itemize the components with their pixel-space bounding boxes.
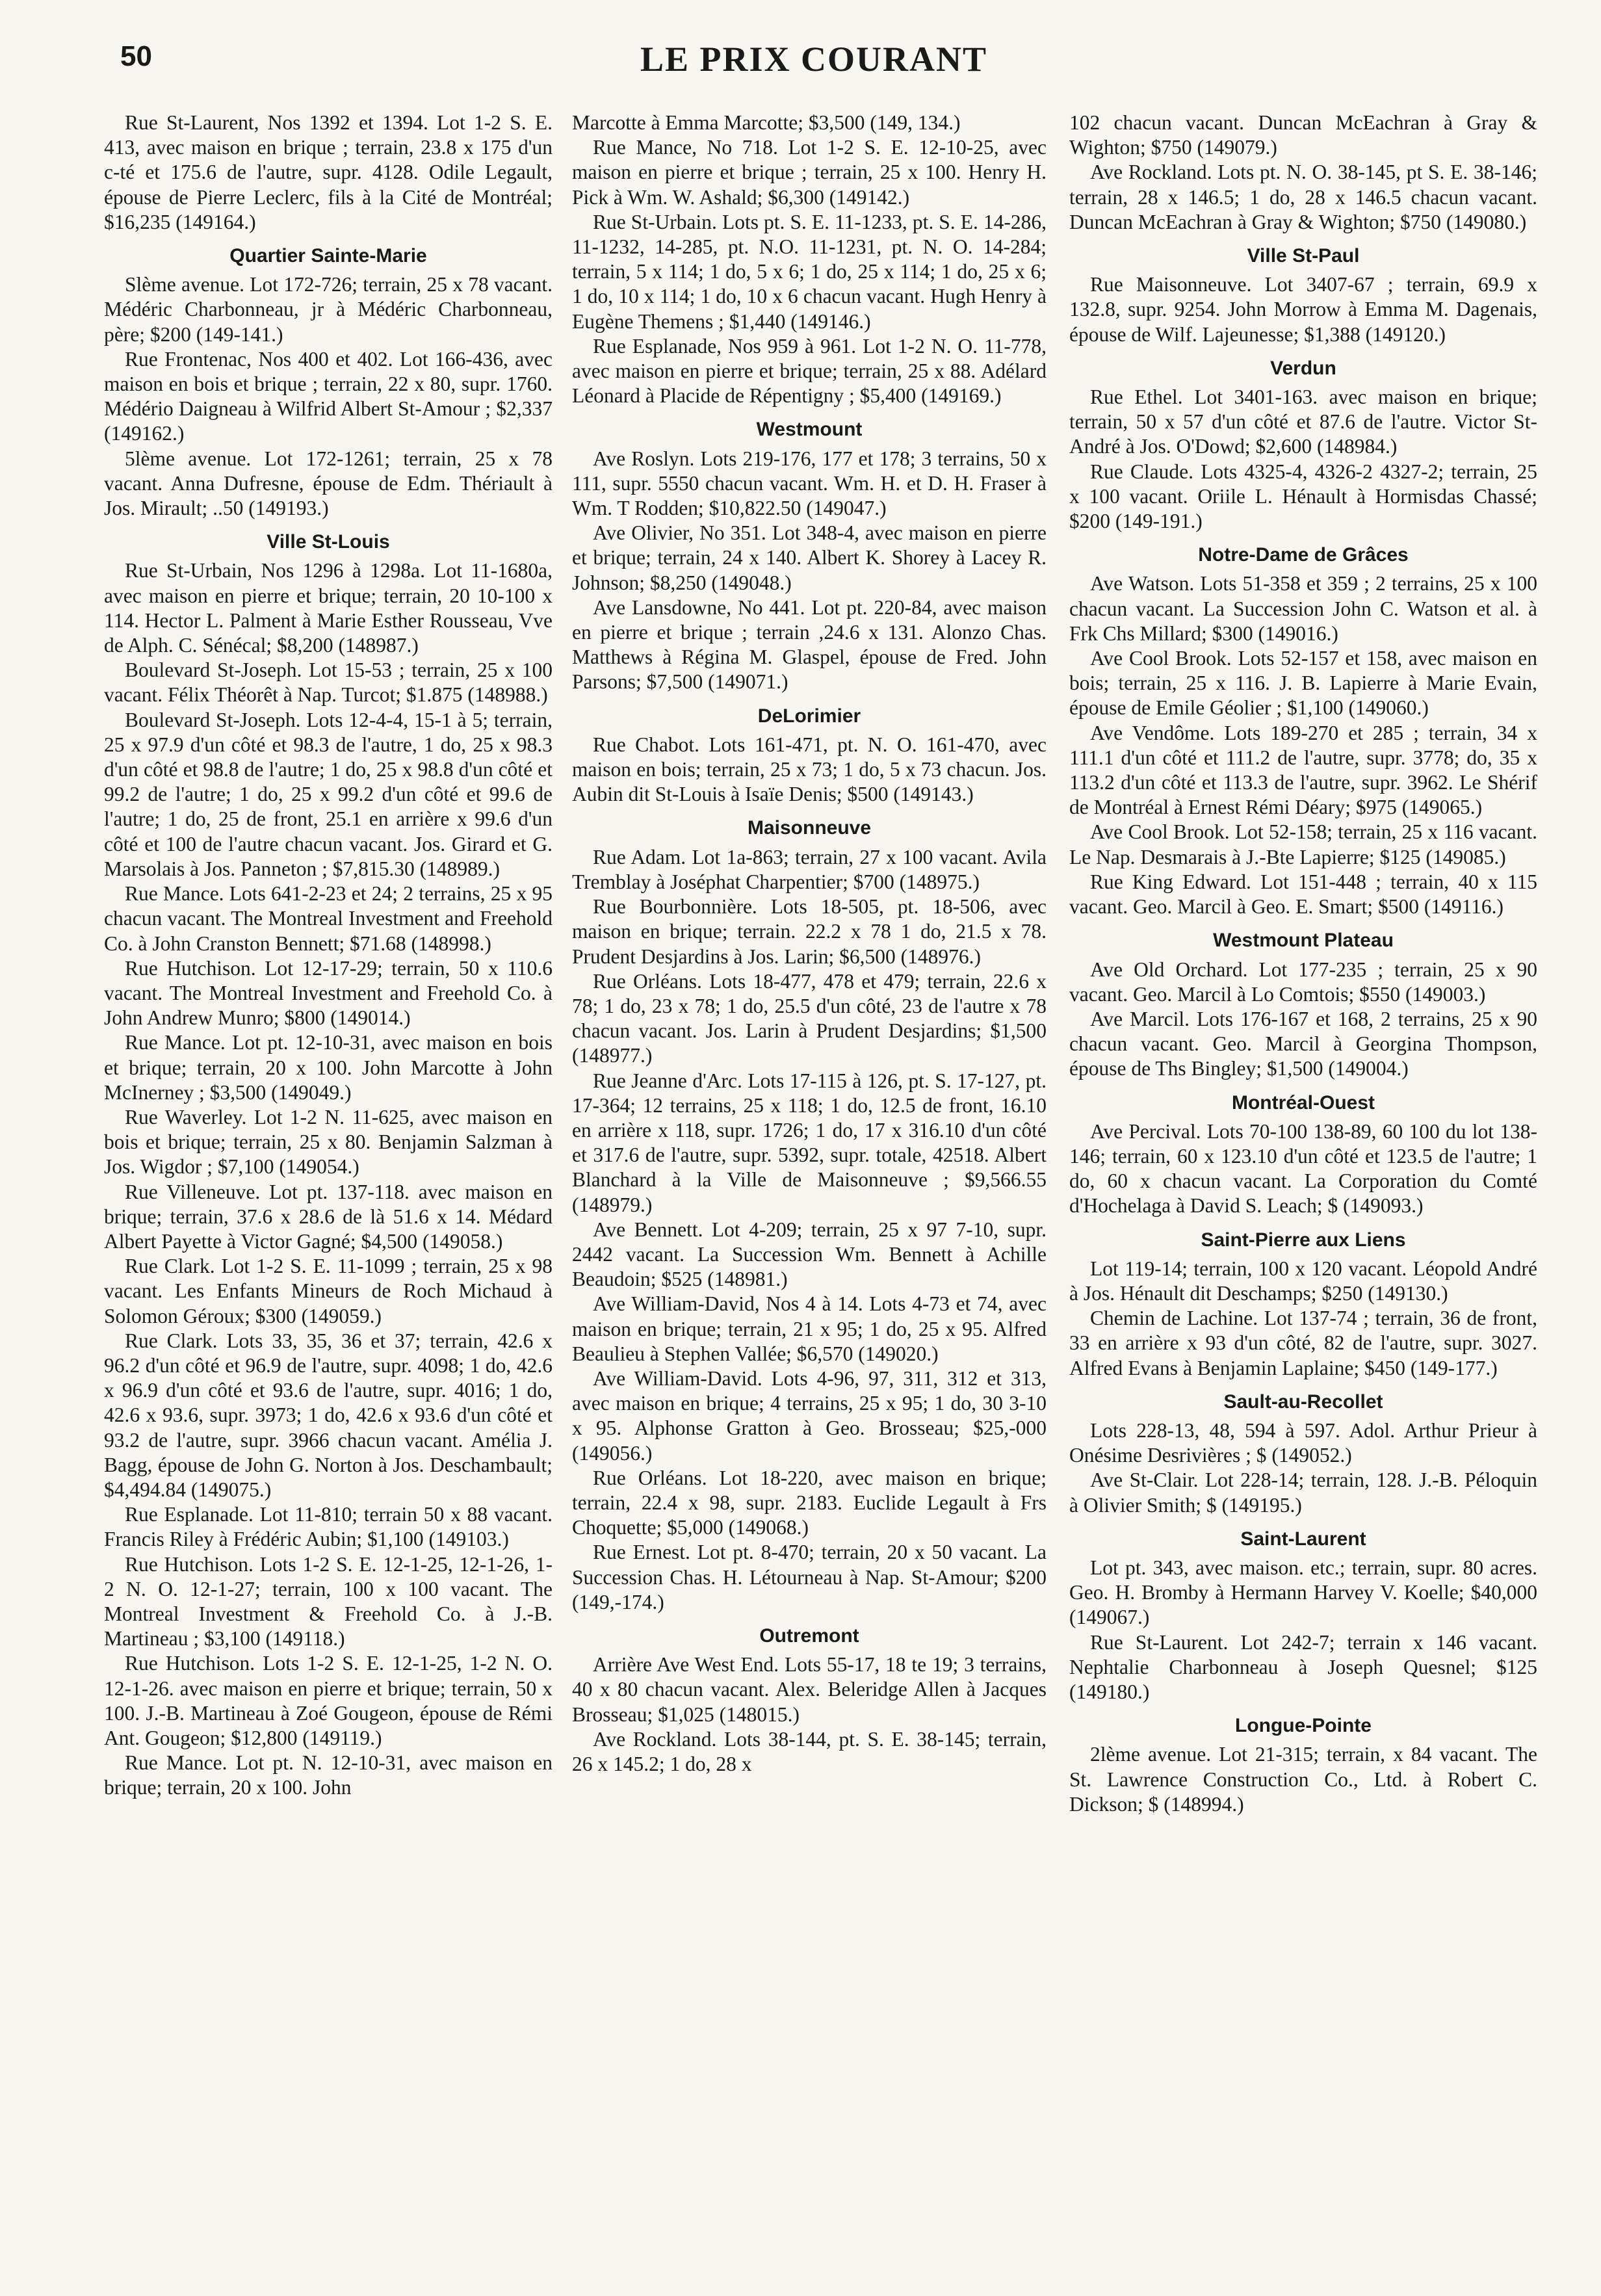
- listing-entry: 2lème avenue. Lot 21-315; terrain, x 84 vacant. The St. Lawrence Construction Co., Ltd. à Robert C. Dickson; $ (148994.): [1069, 1743, 1537, 1816]
- listing-entry: Rue St-Urbain. Lots pt. S. E. 11-1233, pt. S. E. 14-286, 11-1232, 14-285, pt. N.O. 11-1231, pt. N. O. 14-284; terrain, 5 x 114; 1 do, 5 x 6; 1 do, 25 x 114; 1 do, 25 x 6; 1 do, 10 x 114; 1 do, 10 x 6 chacun vacant. Hugh Henry à Eugène Themens ; $1,440 (149146.): [572, 210, 1047, 333]
- listing-entry: Rue Orléans. Lot 18-220, avec maison en brique; terrain, 22.4 x 98, supr. 2183. Euclide Legault à Frs Choquette; $5,000 (149068.): [572, 1466, 1047, 1539]
- listing-entry: Lot 119-14; terrain, 100 x 120 vacant. Léopold André à Jos. Hénault dit Deschamps; $250 (149130.): [1069, 1257, 1537, 1305]
- listing-entry: Rue Esplanade. Lot 11-810; terrain 50 x 88 vacant. Francis Riley à Frédéric Aubin; $1,100 (149103.): [104, 1503, 553, 1551]
- listing-entry: Ave Rockland. Lots pt. N. O. 38-145, pt S. E. 38-146; terrain, 28 x 146.5; 1 do, 28 x 146.5 chacun vacant. Duncan McEachran à Gray & Wighton; $750 (149080.): [1069, 161, 1537, 233]
- listing-entry: Rue Mance. Lot pt. 12-10-31, avec maison en bois et brique; terrain, 20 x 100. John Marcotte à John McInerney ; $3,500 (149049.): [104, 1031, 553, 1104]
- listing-entry: Rue Clark. Lots 33, 35, 36 et 37; terrain, 42.6 x 96.2 d'un côté et 96.9 de l'autre, supr. 4098; 1 do, 42.6 x 96.9 d'un côté et 93.6 de l'autre, supr. 4016; 1 do, 42.6 x 93.6, supr. 3973; 1 do, 42.6 x 93.6 d'un côté et 93.2 de l'autre, supr. 3966 chacun vacant. Amélia J. Bagg, épouse de John G. Norton à Jos. Deschambault; $4,494.84 (149075.): [104, 1329, 553, 1501]
- section-heading: Ville St-Paul: [1247, 245, 1360, 267]
- listing-entry: Ave Percival. Lots 70-100 138-89, 60 100 du lot 138-146; terrain, 60 x 123.10 d'un côté et 123.5 de l'autre; 1 do, 60 x chacun vacant. La Corporation du Comté d'Hochelaga à David S. Leach; $ (149093.): [1069, 1119, 1537, 1218]
- listing-entry: Rue Ethel. Lot 3401-163. avec maison en brique; terrain, 50 x 57 d'un côté et 87.6 de l'autre. Victor St-André à Jos. O'Dowd; $2,600 (148984.): [1069, 385, 1537, 458]
- section-heading: Maisonneuve: [747, 817, 872, 839]
- page-number: 50: [120, 40, 152, 72]
- section-heading: Ville St-Louis: [267, 531, 390, 553]
- page-header: [0, 0, 1601, 91]
- listing-entry: Ave William-David. Lots 4-96, 97, 311, 312 et 313, avec maison en brique; 4 terrains, 25 x 95; 1 do, 30 3-10 x 95. Alphonse Gratton à Geo. Brosseau; $25,-000 (149056.): [572, 1366, 1047, 1465]
- listing-entry: Ave Rockland. Lots 38-144, pt. S. E. 38-145; terrain, 26 x 145.2; 1 do, 28 x: [572, 1727, 1047, 1775]
- listing-entry: Ave Cool Brook. Lot 52-158; terrain, 25 x 116 vacant. Le Nap. Desmarais à J.-Bte Lapierre; $125 (149085.): [1069, 820, 1537, 868]
- listing-entry: Rue Claude. Lots 4325-4, 4326-2 4327-2; terrain, 25 x 100 vacant. Oriile L. Hénault à Hormisdas Chassé; $200 (149-191.): [1069, 460, 1537, 533]
- listing-entry: Rue St-Laurent, Nos 1392 et 1394. Lot 1-2 S. E. 413, avec maison en brique ; terrain, 23.8 x 175 d'un c-té et 175.6 de l'autre, supr. 4128. Odile Legault, épouse de Pierre Leclerc, fils à la Cité de Montréal; $16,235 (149164.): [104, 111, 553, 233]
- listing-entry: Arrière Ave West End. Lots 55-17, 18 te 19; 3 terrains, 40 x 80 chacun vacant. Alex. Beleridge Allen à Jacques Brosseau; $1,025 (148015.): [572, 1653, 1047, 1726]
- listing-entry: Rue Hutchison. Lots 1-2 S. E. 12-1-25, 1-2 N. O. 12-1-26. avec maison en pierre et brique; terrain, 50 x 100. J.-B. Martineau à Zoé Gougeon, épouse de Rémi Ant. Gougeon; $12,800 (149119.): [104, 1652, 553, 1749]
- section-heading: Verdun: [1270, 357, 1336, 379]
- listing-entry: Slème avenue. Lot 172-726; terrain, 25 x 78 vacant. Médéric Charbonneau, jr à Médéric Charbonneau, père; $200 (149-141.): [104, 273, 553, 346]
- section-heading: Outremont: [759, 1624, 859, 1647]
- listing-entry: Rue Jeanne d'Arc. Lots 17-115 à 126, pt. S. 17-127, pt. 17-364; 12 terrains, 25 x 118; 1 do, 12.5 de front, 16.10 en arrière x 118, supr. 1726; 1 do, 17 x 316.10 d'un côté et 317.6 de l'autre, supr. 5392, supr. totale, 42518. Albert Blanchard à la Ville de Maisonneuve ; $9,566.55 (148979.): [572, 1069, 1047, 1216]
- listing-entry: Ave Roslyn. Lots 219-176, 177 et 178; 3 terrains, 50 x 111, supr. 5550 chacun vacant. Wm. H. et D. H. Fraser à Wm. T Rodden; $10,822.50 (149047.): [572, 447, 1047, 520]
- listing-entry: Rue Esplanade, Nos 959 à 961. Lot 1-2 N. O. 11-778, avec maison en pierre et brique; terrain, 25 x 88. Adélard Léonard à Placide de Répentigny ; $5,400 (149169.): [572, 334, 1047, 408]
- listing-entry: Boulevard St-Joseph. Lots 12-4-4, 15-1 à 5; terrain, 25 x 97.9 d'un côté et 98.3 de l'autre, 1 do, 25 x 98.3 d'un côté et 98.8 de l'autre; 1 do, 25 x 98.8 d'un côté et 99.2 de l'autre; 1 do, 25 x 99.2 d'un côté et 99.6 de l'autre; 1 do, 25 de front, 25.1 en arrière x 99.6 d'un côté et 100 de l'autre chacun vacant. Jos. Girard et G. Marsolais à Jos. Panneton ; $7,815.30 (148989.): [104, 708, 553, 880]
- listing-entry: Rue Adam. Lot 1a-863; terrain, 27 x 100 vacant. Avila Tremblay à Joséphat Charpentier; $700 (148975.): [572, 845, 1047, 893]
- listing-entry: Rue Hutchison. Lots 1-2 S. E. 12-1-25, 12-1-26, 1-2 N. O. 12-1-27; terrain, 100 x 100 vacant. The Montreal Investment & Freehold Co. à J.-B. Martineau ; $3,100 (149118.): [104, 1552, 553, 1650]
- column-1: [104, 111, 553, 2282]
- section-heading: DeLorimier: [757, 705, 861, 727]
- column-2: [572, 111, 1047, 2282]
- listing-entry: Ave Marcil. Lots 176-167 et 168, 2 terrains, 25 x 90 chacun vacant. Geo. Marcil à Georgina Thompson, épouse de Ths Bingley; $1,500 (149004.): [1069, 1007, 1537, 1080]
- section-heading: Notre-Dame de Grâces: [1198, 544, 1409, 566]
- listing-entry: Ave Bennett. Lot 4-209; terrain, 25 x 97 7-10, supr. 2442 vacant. La Succession Wm. Bennett à Achille Beaudoin; $525 (148981.): [572, 1218, 1047, 1291]
- listing-entry: Rue Mance, No 718. Lot 1-2 S. E. 12-10-25, avec maison en pierre et brique ; terrain, 25 x 100. Henry H. Pick à Wm. W. Ashald; $6,300 (149142.): [572, 136, 1047, 209]
- listing-entry: Marcotte à Emma Marcotte; $3,500 (149, 134.): [572, 111, 961, 134]
- listing-entry: Ave St-Clair. Lot 228-14; terrain, 128. J.-B. Péloquin à Olivier Smith; $ (149195.): [1069, 1468, 1537, 1517]
- listing-entry: Boulevard St-Joseph. Lot 15-53 ; terrain, 25 x 100 vacant. Félix Théorêt à Nap. Turcot; $1.875 (148988.): [104, 659, 553, 707]
- listing-entry: Lot pt. 343, avec maison. etc.; terrain, supr. 80 acres. Geo. H. Bromby à Hermann Harvey V. Koelle; $40,000 (149067.): [1069, 1556, 1537, 1629]
- listing-entry: Rue St-Laurent. Lot 242-7; terrain x 146 vacant. Nephtalie Charbonneau à Joseph Quesnel; $125 (149180.): [1069, 1630, 1537, 1703]
- column-3: [1069, 111, 1537, 2282]
- section-heading: Saint-Laurent: [1240, 1528, 1366, 1550]
- listing-entry: Ave William-David, Nos 4 à 14. Lots 4-73 et 74, avec maison en brique; terrain, 21 x 95; 1 do, 25 x 95. Alfred Beaulieu à Stephen Vallée; $6,570 (149020.): [572, 1292, 1047, 1365]
- listing-entry: Rue Ernest. Lot pt. 8-470; terrain, 20 x 50 vacant. La Succession Chas. H. Létourneau à Nap. St-Amour; $200 (149,-174.): [572, 1541, 1047, 1613]
- section-heading: Westmount Plateau: [1213, 930, 1394, 952]
- section-heading: Quartier Sainte-Marie: [229, 245, 427, 267]
- listing-entry: Chemin de Lachine. Lot 137-74 ; terrain, 36 de front, 33 en arrière x 93 d'un côté, 82 de l'autre, supr. 3027. Alfred Evans à Benjamin Laplaine; $450 (149-177.): [1069, 1307, 1537, 1379]
- listing-entry: Rue Clark. Lot 1-2 S. E. 11-1099 ; terrain, 25 x 98 vacant. Les Enfants Mineurs de Roch Michaud à Solomon Géroux; $300 (149059.): [104, 1255, 553, 1327]
- listing-entry: 5lème avenue. Lot 172-1261; terrain, 25 x 78 vacant. Anna Dufresne, épouse de Edm. Thériault à Jos. Mirault; ..50 (149193.): [104, 447, 553, 520]
- listing-entry: Rue St-Urbain, Nos 1296 à 1298a. Lot 11-1680a, avec maison en pierre et brique; terrain, 20 10-100 x 114. Hector L. Palment à Marie Esther Rousseau, Vve de Alph. C. Sénécal; $8,200 (148987.): [104, 559, 553, 657]
- listing-entry: Ave Lansdowne, No 441. Lot pt. 220-84, avec maison en pierre et brique ; terrain ,24.6 x 131. Alonzo Chas. Matthews à Régina M. Glaspel, épouse de Fred. John Parsons; $7,500 (149071.): [572, 595, 1047, 694]
- section-heading: Westmount: [756, 419, 863, 441]
- listing-entry: Rue Maisonneuve. Lot 3407-67 ; terrain, 69.9 x 132.8, supr. 9254. John Morrow à Emma M. Dagenais, épouse de Wilf. Lajeunesse; $1,388 (149120.): [1069, 273, 1537, 346]
- listing-entry: Ave Watson. Lots 51-358 et 359 ; 2 terrains, 25 x 100 chacun vacant. La Succession John C. Watson et al. à Frk Chs Millard; $300 (149016.): [1069, 572, 1537, 645]
- section-heading: Montréal-Ouest: [1231, 1091, 1375, 1114]
- listing-entry: Ave Old Orchard. Lot 177-235 ; terrain, 25 x 90 vacant. Geo. Marcil à Lo Comtois; $550 (149003.): [1069, 958, 1537, 1006]
- section-heading: Sault-au-Recollet: [1223, 1390, 1383, 1413]
- listing-entry: Rue Mance. Lot pt. N. 12-10-31, avec maison en brique; terrain, 20 x 100. John: [104, 1751, 553, 1799]
- listing-entry: Rue Chabot. Lots 161-471, pt. N. O. 161-470, avec maison en bois; terrain, 25 x 73; 1 do, 5 x 73 chacun. Jos. Aubin dit St-Louis à Isaïe Denis; $500 (149143.): [572, 733, 1047, 806]
- listing-entry: Rue King Edward. Lot 151-448 ; terrain, 40 x 115 vacant. Geo. Marcil à Geo. E. Smart; $500 (149116.): [1069, 870, 1537, 919]
- listing-entry: Ave Cool Brook. Lots 52-157 et 158, avec maison en bois; terrain, 25 x 116. J. B. Lapierre à Marie Evain, épouse de Emile Géolier ; $1,100 (149060.): [1069, 647, 1537, 720]
- running-title: LE PRIX COURANT: [640, 40, 988, 79]
- listing-entry: Ave Olivier, No 351. Lot 348-4, avec maison en pierre et brique; terrain, 24 x 140. Albert K. Shorey à Lacey R. Johnson; $8,250 (149048.): [572, 521, 1047, 594]
- section-heading: Saint-Pierre aux Liens: [1201, 1229, 1406, 1251]
- listing-entry: 102 chacun vacant. Duncan McEachran à Gray & Wighton; $750 (149079.): [1069, 111, 1537, 159]
- listing-entry: Rue Villeneuve. Lot pt. 137-118. avec maison en brique; terrain, 37.6 x 28.6 de là 51.6 x 14. Médard Albert Payette à Victor Gagné; $4,500 (149058.): [104, 1180, 553, 1253]
- section-heading: Longue-Pointe: [1235, 1715, 1372, 1737]
- listing-entry: Rue Hutchison. Lot 12-17-29; terrain, 50 x 110.6 vacant. The Montreal Investment and Freehold Co. à John Andrew Munro; $800 (149014.): [104, 956, 553, 1030]
- listing-entry: Rue Orléans. Lots 18-477, 478 et 479; terrain, 22.6 x 78; 1 do, 23 x 78; 1 do, 25.5 d'un côté, 23 de l'autre x 78 chacun vacant. Jos. Larin à Prudent Desjardins; $1,500 (148977.): [572, 969, 1047, 1067]
- listing-entry: Rue Waverley. Lot 1-2 N. 11-625, avec maison en bois et brique; terrain, 25 x 80. Benjamin Salzman à Jos. Wigdor ; $7,100 (149054.): [104, 1105, 553, 1179]
- listing-entry: Ave Vendôme. Lots 189-270 et 285 ; terrain, 34 x 111.1 d'un côté et 111.2 de l'autre, supr. 3778; do, 35 x 113.2 d'un côté et 113.3 de l'autre, supr. 3962. Le Shérif de Montréal à Ernest Rémi Déary; $975 (149065.): [1069, 721, 1537, 819]
- listing-entry: Rue Mance. Lots 641-2-23 et 24; 2 terrains, 25 x 95 chacun vacant. The Montreal Investment and Freehold Co. à John Cranston Bennett; $71.68 (148998.): [104, 882, 553, 955]
- listing-entry: Rue Frontenac, Nos 400 et 402. Lot 166-436, avec maison en bois et brique ; terrain, 22 x 80, supr. 1760. Médério Daigneau à Wilfrid Albert St-Amour ; $2,337 (149162.): [104, 347, 553, 445]
- listing-entry: Lots 228-13, 48, 594 à 597. Adol. Arthur Prieur à Onésime Desrivières ; $ (149052.): [1069, 1418, 1537, 1467]
- listing-entry: Rue Bourbonnière. Lots 18-505, pt. 18-506, avec maison en brique; terrain. 22.2 x 78 1 do, 21.5 x 78. Prudent Desjardins à Jos. Larin; $6,500 (148976.): [572, 895, 1047, 968]
